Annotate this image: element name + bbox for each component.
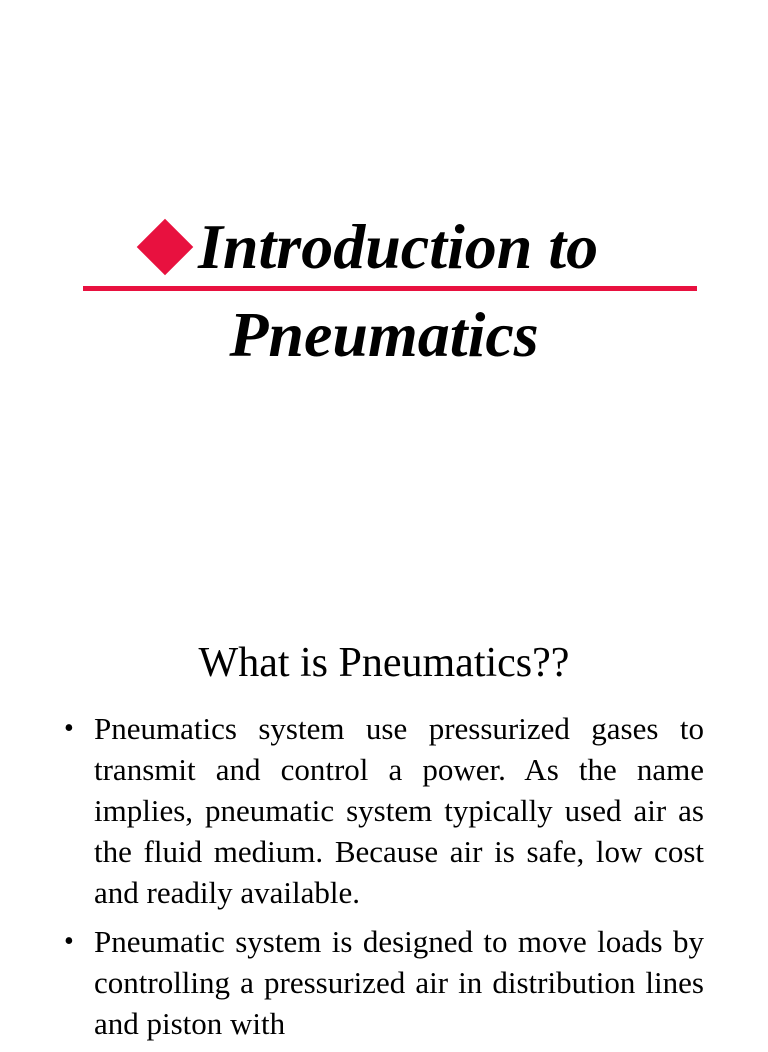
bullet-item bbox=[64, 708, 704, 913]
title-text-line-2: Pneumatics bbox=[229, 299, 539, 370]
bullet-text: Pneumatics system use pressurized gases to transmit and control a power. As the name implies, pneumatic system typically used air as the fluid medium. Because air is safe, low cost and readily available. bbox=[94, 711, 704, 910]
bullet-item bbox=[64, 921, 704, 1044]
bullet-list bbox=[64, 708, 704, 1052]
title-first-line bbox=[137, 212, 598, 282]
section-heading: What is Pneumatics?? bbox=[198, 640, 570, 686]
bullet-marker-icon: • bbox=[64, 926, 74, 957]
title-text-line-1: Introduction to bbox=[198, 211, 599, 282]
diamond-bullet-icon bbox=[137, 219, 194, 276]
bullet-text: Pneumatic system is designed to move loads by controlling a pressurized air in distribution lines and piston with bbox=[94, 924, 704, 1041]
bullet-marker-icon: • bbox=[64, 713, 74, 744]
title-underline bbox=[83, 286, 697, 291]
